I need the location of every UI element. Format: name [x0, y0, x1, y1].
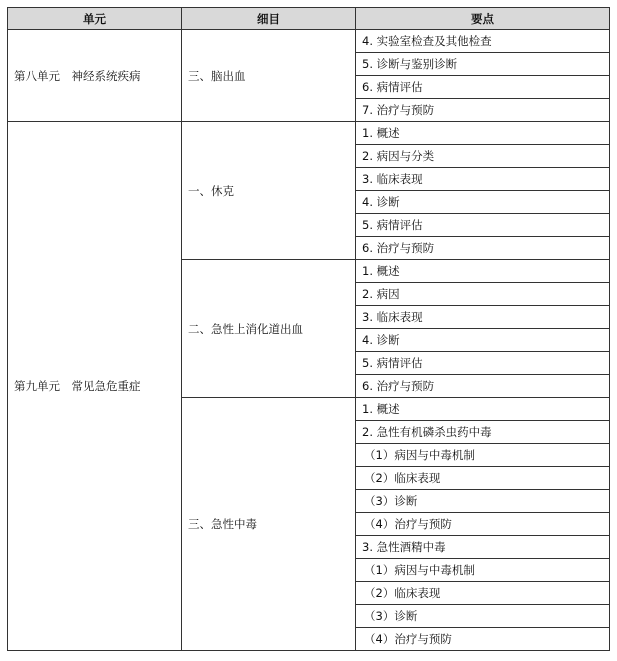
point-cell: 1. 概述 — [356, 398, 610, 421]
point-cell: （2）临床表现 — [356, 582, 610, 605]
point-cell: （4）治疗与预防 — [356, 628, 610, 651]
point-cell: （3）诊断 — [356, 490, 610, 513]
item-cell: 二、急性上消化道出血 — [182, 260, 356, 398]
point-cell: 5. 病情评估 — [356, 352, 610, 375]
unit-cell: 第九单元 常见急危重症 — [8, 122, 182, 651]
point-cell: 1. 概述 — [356, 122, 610, 145]
point-cell: 3. 临床表现 — [356, 168, 610, 191]
point-cell: 2. 病因与分类 — [356, 145, 610, 168]
item-cell: 三、脑出血 — [182, 30, 356, 122]
table-row — [8, 30, 610, 53]
point-cell: （1）病因与中毒机制 — [356, 559, 610, 582]
point-cell: 2. 病因 — [356, 283, 610, 306]
point-cell: 4. 诊断 — [356, 329, 610, 352]
point-cell: （2）临床表现 — [356, 467, 610, 490]
point-cell: 6. 治疗与预防 — [356, 375, 610, 398]
syllabus-table — [7, 7, 610, 651]
point-cell: 2. 急性有机磷杀虫药中毒 — [356, 421, 610, 444]
point-cell: 4. 实验室检查及其他检查 — [356, 30, 610, 53]
point-cell: （4）治疗与预防 — [356, 513, 610, 536]
point-cell: 3. 急性酒精中毒 — [356, 536, 610, 559]
point-cell: （1）病因与中毒机制 — [356, 444, 610, 467]
point-cell: 7. 治疗与预防 — [356, 99, 610, 122]
point-cell: 5. 病情评估 — [356, 214, 610, 237]
point-cell: 1. 概述 — [356, 260, 610, 283]
point-cell: 5. 诊断与鉴别诊断 — [356, 53, 610, 76]
header-item: 细目 — [182, 8, 356, 30]
point-cell: 4. 诊断 — [356, 191, 610, 214]
point-cell: 6. 病情评估 — [356, 76, 610, 99]
point-cell: （3）诊断 — [356, 605, 610, 628]
header-row — [8, 8, 610, 30]
item-cell: 一、休克 — [182, 122, 356, 260]
point-cell: 3. 临床表现 — [356, 306, 610, 329]
item-cell: 三、急性中毒 — [182, 398, 356, 651]
table-row — [8, 122, 610, 145]
unit-cell: 第八单元 神经系统疾病 — [8, 30, 182, 122]
point-cell: 6. 治疗与预防 — [356, 237, 610, 260]
header-unit: 单元 — [8, 8, 182, 30]
header-points: 要点 — [356, 8, 610, 30]
